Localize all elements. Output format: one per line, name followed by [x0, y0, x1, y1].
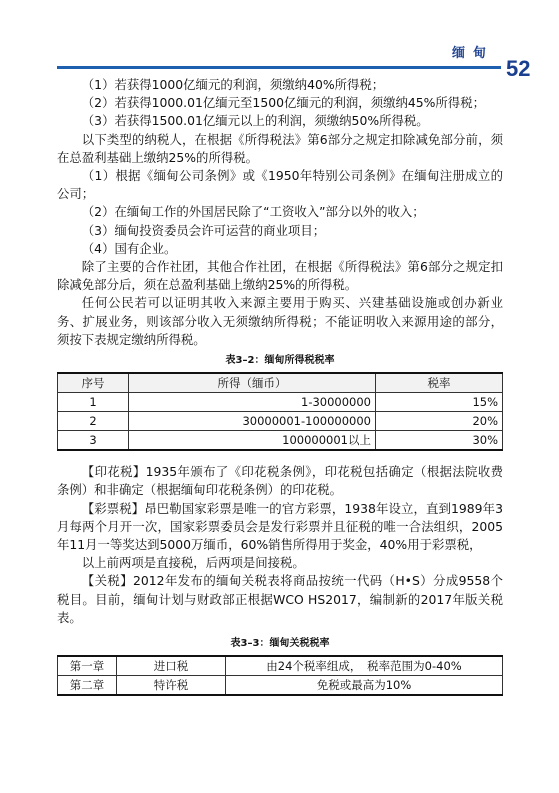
paragraph: （3）缅甸投资委员会许可运营的商业项目；	[81, 222, 326, 238]
column-header: 税率	[376, 373, 503, 393]
paragraph: 以上前两项是直接税，后两项是间接税。	[81, 555, 305, 571]
table-cell: 免税或最高为10%	[226, 676, 503, 696]
paragraph: （2）在缅甸工作的外国居民除了“工资收入”部分以外的收入；	[81, 204, 425, 220]
table-cell: 2	[58, 412, 129, 431]
page-number: 52	[506, 56, 531, 81]
table-cell: 100000001以上	[129, 431, 376, 451]
column-header: 所得（缅币）	[129, 373, 376, 393]
table-cell: 第二章	[58, 676, 117, 696]
table-caption: 表3–3：缅甸关税税率	[230, 638, 330, 650]
table-row	[58, 431, 503, 451]
table-cell: 20%	[376, 412, 503, 431]
paragraph: 以下类型的纳税人，在根据《所得税法》第6部分之规定扣除减免部分前，须在总盈利基础上缴纳25%的所得税。	[57, 131, 503, 165]
paragraph: 任何公民若可以证明其收入来源主要用于购买、兴建基础设施或创办新业务、扩展业务，则该部分收入无须缴纳所得税；不能证明收入来源用途的部分，须按下表规定缴纳所得税。	[57, 295, 503, 347]
table-cell: 1-30000000	[129, 393, 376, 412]
table-row	[58, 412, 503, 431]
table-cell: 15%	[376, 393, 503, 412]
table-cell: 1	[58, 393, 129, 412]
table-cell: 30%	[376, 431, 503, 451]
table-caption: 表3–2：缅甸所得税税率	[225, 355, 335, 367]
table-row	[58, 676, 503, 696]
page-content	[57, 76, 503, 696]
paragraph: （1）根据《缅甸公司条例》或《1950年特别公司条例》在缅甸注册成立的公司；	[57, 168, 503, 202]
paragraph: 【印花税】1935年颁布了《印花税条例》，印花税包括确定（根据法院收费条例）和非确定（根据缅甸印花税条例）的印花税。	[57, 464, 503, 498]
table-header-row	[58, 373, 503, 393]
table-cell: 特许税	[117, 676, 226, 696]
paragraph: （1）若获得1000亿缅元的利润，须缴纳40%所得税；	[81, 77, 385, 92]
table-cell: 3	[58, 431, 129, 451]
table-row	[58, 393, 503, 412]
paragraph: 【彩票税】昂巴勒国家彩票是唯一的官方彩票，1938年设立，直到1989年3月每两个月开一次，国家彩票委员会是发行彩票并且征税的唯一合法组织，2005年11月一等奖达到5000万缅币，60%销售所得用于奖金，40%用于彩票税，	[57, 500, 503, 553]
table-cell: 由24个税率组成， 税率范围为0-40%	[226, 656, 503, 676]
table-cell: 30000001-100000000	[129, 412, 376, 431]
paragraph: 【关税】2012年发布的缅甸关税表将商品按统一代码（H•S）分成9558个税目。目前，缅甸计划与财政部正根据WCO HS2017，编制新的2017年版关税表。	[57, 573, 503, 625]
paragraph: （2）若获得1000.01亿缅元至1500亿缅元的利润，须缴纳45%所得税；	[81, 95, 485, 111]
income-tax-rate-table	[57, 372, 503, 451]
table-cell: 第一章	[58, 656, 117, 676]
paragraph: （4）国有企业。	[81, 240, 177, 256]
running-header-title: 缅甸	[452, 46, 495, 61]
column-header: 序号	[58, 373, 129, 393]
paragraph: 除了主要的合作社团，其他合作社团，在根据《所得税法》第6部分之规定扣除减免部分后，须在总盈利基础上缴纳25%的所得税。	[57, 259, 503, 293]
customs-tax-rate-table	[57, 655, 503, 696]
paragraph: （3）若获得1500.01亿缅元以上的利润，须缴纳50%所得税。	[81, 113, 429, 129]
table-cell: 进口税	[117, 656, 226, 676]
header-rule	[57, 66, 501, 69]
table-row	[58, 656, 503, 676]
